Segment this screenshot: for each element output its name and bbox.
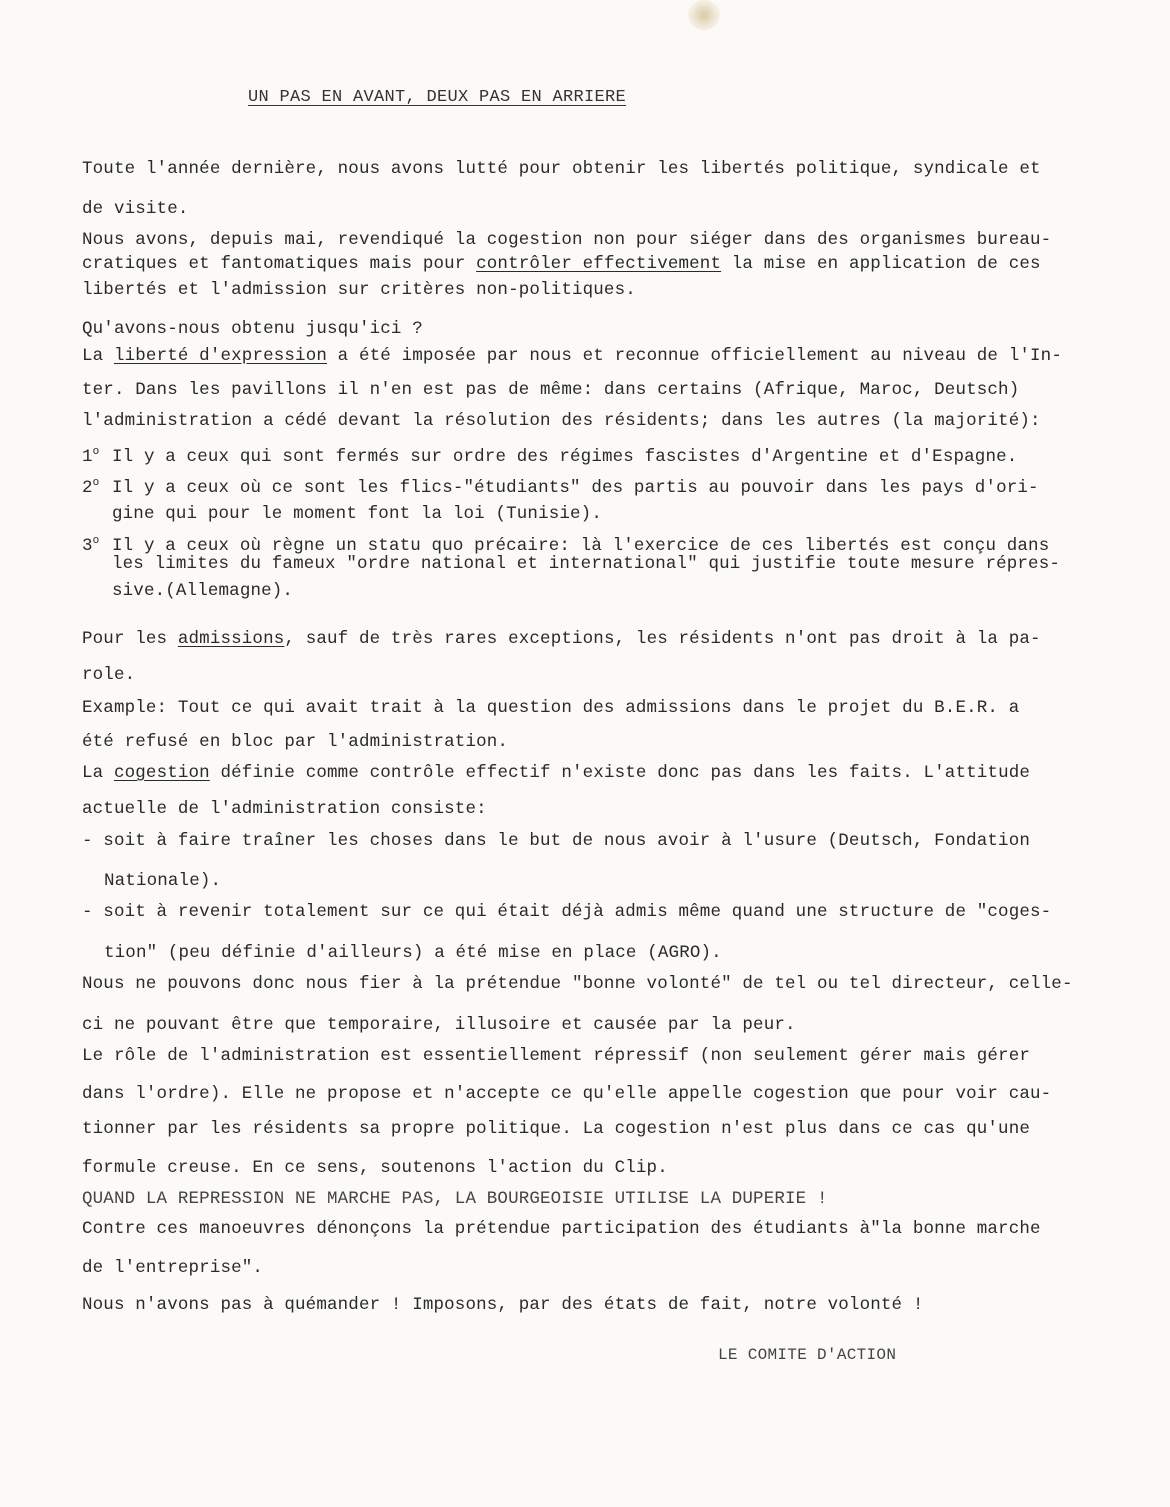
list-number: 2$^o$ (82, 477, 100, 498)
text-fragment: définie comme contrôle effectif n'existe donc pas dans les faits. L'attitude (209, 763, 1031, 783)
text-line (82, 628, 1041, 650)
paper-stain (688, 0, 720, 30)
list-item (82, 441, 1017, 468)
dash-item-continuation: Nationale). (104, 871, 222, 891)
text-line: Example: Tout ce qui avait trait à la question des admissions dans le projet du B.E.R. a (82, 698, 1020, 718)
underlined-phrase: admissions (177, 629, 285, 649)
text-fragment: a été imposée par nous et reconnue officiellement au niveau de l'In- (327, 346, 1062, 366)
slogan-line: QUAND LA REPRESSION NE MARCHE PAS, LA BOURGEOISIE UTILISE LA DUPERIE ! (82, 1189, 828, 1209)
text-fragment: La (82, 763, 114, 783)
text-fragment: La (82, 346, 114, 366)
text-line: dans l'ordre). Elle ne propose et n'accepte ce qu'elle appelle cogestion que pour voir cau- (82, 1084, 1052, 1104)
signature: LE COMITE D'ACTION (718, 1346, 897, 1364)
text-fragment: , sauf de très rares exceptions, les résidents n'ont pas droit à la pa- (284, 629, 1041, 649)
text-line: formule creuse. En ce sens, soutenons l'action du Clip. (82, 1158, 668, 1178)
text-fragment: cratiques et fantomatiques mais pour (82, 254, 477, 274)
underlined-phrase: contrôler effectivement (476, 254, 722, 274)
dash-item: - soit à revenir totalement sur ce qui était déjà admis même quand une structure de "coges- (82, 902, 1052, 922)
text-line: actuelle de l'administration consiste: (82, 799, 487, 819)
text-fragment: la mise en application de ces (721, 254, 1041, 274)
text-line: Toute l'année dernière, nous avons lutté pour obtenir les libertés politique, syndicale et (82, 159, 1041, 179)
text-line: Le rôle de l'administration est essentiellement répressif (non seulement gérer mais gérer (82, 1046, 1031, 1066)
text-line: role. (82, 665, 136, 685)
text-line: ter. Dans les pavillons il n'en est pas de même: dans certains (Afrique, Maroc, Deutsch) (82, 380, 1020, 400)
list-item-text: Il y a ceux où ce sont les flics-"étudiants" des partis au pouvoir dans les pays d'ori- (112, 477, 1039, 498)
document-title: UN PAS EN AVANT, DEUX PAS EN ARRIERE (248, 88, 627, 107)
text-line: Contre ces manoeuvres dénonçons la prétendue participation des étudiants à"la bonne marche (82, 1219, 1041, 1239)
text-line: Nous avons, depuis mai, revendiqué la cogestion non pour siéger dans des organismes bureau- (82, 230, 1052, 250)
text-line (82, 762, 1030, 784)
text-line: de visite. (82, 199, 189, 219)
dash-item: - soit à faire traîner les choses dans le but de nous avoir à l'usure (Deutsch, Fondation (82, 831, 1031, 851)
text-line: Nous ne pouvons donc nous fier à la prétendue "bonne volonté" de tel ou tel directeur, celle- (82, 974, 1073, 994)
text-line: été refusé en bloc par l'administration. (82, 732, 509, 752)
text-line: tionner par les résidents sa propre politique. La cogestion n'est plus dans ce cas qu'une (82, 1119, 1031, 1139)
list-item-continuation: gine qui pour le moment font la loi (Tunisie). (112, 504, 602, 524)
text-line: Qu'avons-nous obtenu jusqu'ici ? (82, 319, 423, 339)
text-line (82, 345, 1062, 367)
text-line: ci ne pouvant être que temporaire, illusoire et causée par la peur. (82, 1015, 796, 1035)
text-line: libertés et l'admission sur critères non-politiques. (82, 280, 636, 300)
list-number: 1$^o$ (82, 446, 100, 467)
underlined-phrase: liberté d'expression (113, 346, 328, 366)
list-item-text: Il y a ceux qui sont fermés sur ordre des régimes fascistes d'Argentine et d'Espagne. (112, 446, 1018, 467)
list-item-continuation: sive.(Allemagne). (112, 581, 294, 601)
text-line: l'administration a cédé devant la résolution des résidents; dans les autres (la majorité): (82, 411, 1041, 431)
underlined-phrase: cogestion (113, 763, 210, 783)
dash-item-continuation: tion" (peu définie d'ailleurs) a été mise en place (AGRO). (104, 943, 722, 963)
list-item-text: Il y a ceux où règne un statu quo précaire: là l'exercice de ces libertés est conçu dans (112, 535, 1050, 556)
text-line: Nous n'avons pas à quémander ! Imposons, par des états de fait, notre volonté ! (82, 1295, 924, 1315)
list-item (82, 472, 1039, 499)
text-line (82, 253, 1041, 275)
list-number: 3$^o$ (82, 535, 100, 556)
list-item-continuation: les limites du fameux "ordre national et international" qui justifie toute mesure répres- (112, 554, 1061, 574)
text-fragment: Pour les (82, 629, 178, 649)
text-line: de l'entreprise". (82, 1258, 264, 1278)
